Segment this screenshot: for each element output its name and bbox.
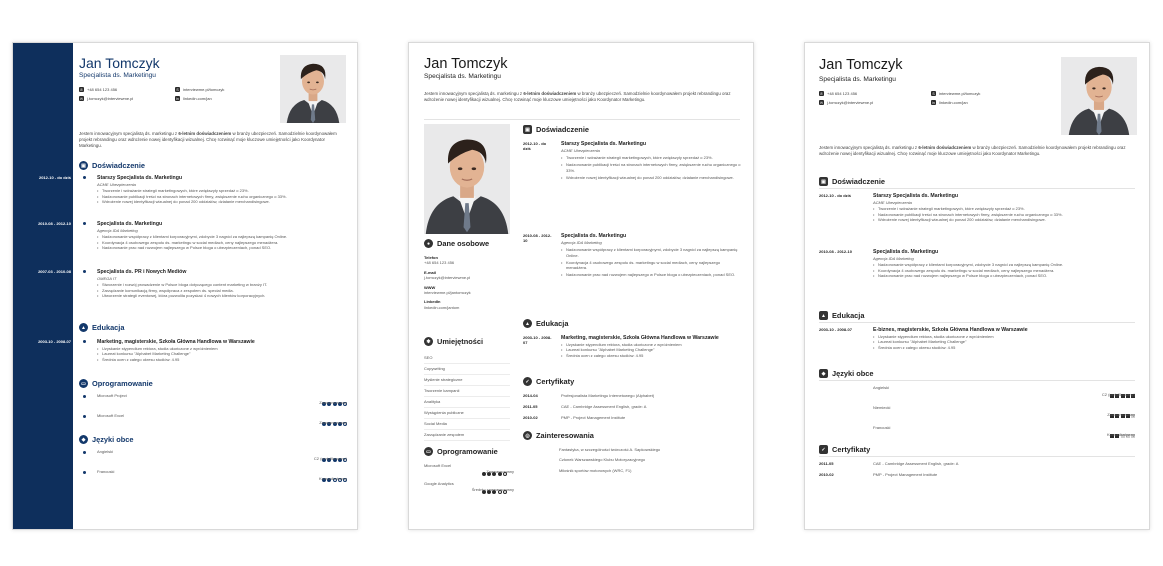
contact-email: ✉ j.tomczyk@interviewme.pl (80, 96, 134, 101)
skill-item (424, 386, 510, 397)
summary: Jestem innowacyjnym specjalistą ds. marketingu z 6-letnim doświadczeniem w branży ubezpieczeń. Samodzielnie koordynowałem projekt rebrandingu oraz wdrożenie nowej identyfikacji wizualnej. Chcę rozwinąć moje kluczowe umiejętności jako Koordynator Marketingu. (79, 131, 337, 148)
education-bullet: • Średnia ocen z całego okresu studiów: 4.95 (97, 357, 349, 362)
briefcase-icon: ▣ (523, 125, 532, 134)
certificate-name: Profesjonalista Marketingu Internetowego (Alphabet) (561, 393, 655, 398)
experience-bullet: • Tworzenie i wdrażanie strategii marketingowych, które zwiększyły sprzedaż o 23%. (561, 155, 741, 160)
timeline-dot (83, 451, 86, 454)
divider (819, 380, 1135, 381)
language-name: Niemiecki (873, 405, 891, 410)
education-bullet: • Uzyskanie stypendium rektora, studia ukończone z wyróżnieniem (561, 342, 741, 347)
experience-dates: 2012-10 - do dziś (819, 193, 852, 198)
experience-dates: 2007-03 - 2010-08 (38, 269, 71, 274)
contact-linkedin: in linkedin.com/jan (932, 100, 968, 105)
personal-value: linkedin.com/jantom (424, 304, 460, 310)
experience-dates: 2010-08 - 2012-10 (523, 233, 552, 244)
briefcase-icon: ▣ (819, 177, 828, 186)
experience-bullets (561, 247, 741, 277)
language-level: Komunikatywny (1106, 432, 1135, 437)
phone-icon: ✆ (80, 87, 83, 92)
experience-bullet: • Nadzorowanie współpracy z klientami korporacyjnymi, zdobycie 3 nagród za najlepszą kampanię Online. (561, 247, 741, 258)
skill-name: Myślenie strategiczne (424, 377, 463, 383)
experience-role: Specjalista ds. Marketingu (873, 249, 939, 255)
email-icon: ✉ (80, 96, 83, 101)
skill-item (424, 397, 510, 408)
resume-template-modern[interactable] (804, 42, 1150, 530)
certificate-icon: ✓ (523, 377, 532, 386)
resume-name: Jan Tomczyk (79, 55, 160, 71)
phone-icon: ✆ (820, 91, 823, 96)
monitor-icon: ▭ (424, 447, 433, 456)
education-bullet: • Laureat konkursu "Alphabet Marketing Challenge" (873, 339, 1137, 344)
language-level: Zaawansowany (1107, 412, 1135, 417)
timeline-dot (83, 270, 86, 273)
certificates-list (819, 461, 1139, 483)
education-bullet: • Laureat konkursu "Alphabet Marketing Challenge" (97, 351, 349, 356)
experience-bullet: • Wdrożenie nowej identyfikacji wizualnej do ponad 200 oddziałów, działanie merchandisingowe. (873, 217, 1137, 222)
experience-bullet: • Tworzenie i wdrażanie strategii marketingowych, które zwiększyły sprzedaż o 23%. (873, 206, 1137, 211)
briefcase-icon: ▣ (79, 161, 88, 170)
section-experience-heading: ▣ Doświadczenie (523, 125, 589, 134)
certificates-list (523, 393, 743, 426)
education-bullets (561, 342, 741, 358)
timeline-dot (83, 176, 86, 179)
level-row (13, 393, 353, 411)
experience-dates: 2012-10 - do dziś (523, 141, 547, 152)
education-bullets (97, 346, 349, 362)
certificate-date: 2011-05 (819, 461, 834, 466)
certificate-item (523, 404, 743, 415)
email-icon: ✉ (820, 100, 823, 105)
experience-bullet: • Stworzenie i rozwój prowadzenie w Polsce bloga dotyczącego content marketing w branży IT. (97, 282, 349, 287)
section-interests-heading: ◎ Zainteresowania (523, 431, 594, 440)
skills-list (424, 353, 510, 441)
education-dates: 2003-10 - 2008-07 (819, 327, 852, 332)
resume-template-navy[interactable] (12, 42, 358, 530)
experience-bullet: • Nadzorowanie prac nad rozwojem najlepszego w Polsce bloga o ubezpieczeniach, ponad SEO. (561, 272, 741, 277)
interests-list (559, 447, 739, 478)
contact-skype: S interviewme.pl/tomczyk (176, 87, 225, 92)
skill-item (424, 364, 510, 375)
experience-role: Specjalista ds. Marketingu (97, 221, 163, 227)
languages-list (819, 383, 1139, 443)
experience-bullet: • Koordynacja 4 osobowego zespołu ds. marketingu w social mediach, ceny najlepszego menadżera. (561, 260, 741, 271)
certificate-icon: ✓ (819, 445, 828, 454)
education-bullet: • Średnia ocen z całego okresu studiów: 4.95 (873, 345, 1137, 350)
education-degree: Marketing, magisterskie, Szkoła Główna Handlowa w Warszawie (561, 335, 719, 341)
level-row (13, 469, 353, 487)
personal-label: Telefon (424, 255, 438, 260)
experience-dates: 2010-08 - 2012-10 (819, 249, 852, 254)
summary: Jestem innowacyjnym specjalistą ds. marketingu z 6-letnim doświadczeniem w branży ubezpieczeń. Samodzielnie koordynowałem projekt rebrandingu oraz wdrożenie nowej identyfikacji wizualnej. Chcę rozwinąć moje kluczowe umiejętności jako Koordynator Marketingu. (424, 91, 731, 102)
certificate-date: 2010-02 (819, 472, 834, 477)
linkedin-icon: in (176, 96, 179, 101)
section-skills-heading: ✱ Umiejętności (424, 337, 483, 346)
language-item (819, 403, 1139, 423)
divider (424, 119, 740, 120)
skill-name: SEO (424, 355, 433, 361)
graduation-cap-icon: ▲ (819, 311, 828, 320)
resume-job-title: Specjalista ds. Marketingu (819, 76, 896, 83)
certificate-date: 2010-02 (523, 415, 538, 420)
section-languages-heading: ◆ Języki obce (819, 369, 874, 378)
personal-label: LinkedIn (424, 299, 441, 305)
software-item (424, 481, 514, 499)
certificate-item (819, 472, 1139, 483)
section-software-heading: ▭ Oprogramowanie (79, 379, 153, 388)
experience-bullet: • Nadzorowanie publikacji treści na stronach internetowych firmy, zwiększenie ruchu organicznego o 33%. (97, 194, 349, 199)
education-bullets (873, 334, 1137, 350)
personal-value: interviewme.pl/jantomczyk (424, 289, 471, 295)
certificate-date: 2014-04 (523, 393, 538, 398)
interest-item: Członek Warszawskiego Klubu Motoryzacyjnego (559, 457, 646, 463)
timeline-dot (83, 471, 86, 474)
skill-name: Copywriting (424, 366, 445, 372)
section-languages-heading: ◆ Języki obce (79, 435, 134, 444)
level-label: Zaawansowany (319, 400, 347, 405)
timeline-dot (83, 340, 86, 343)
certificate-item (523, 393, 743, 404)
experience-bullet: • Tworzenie i wdrażanie strategii marketingowych, które zwiększyły sprzedaż o 23%. (97, 188, 349, 193)
contact-email: ✉ j.tomczyk@interviewme.pl (820, 100, 874, 105)
experience-role: Specjalista ds. PR i Nowych Mediów (97, 269, 187, 275)
profile-photo (1061, 57, 1137, 135)
software-name: Google Analytics (424, 481, 454, 486)
skill-item (424, 353, 510, 364)
section-certificates-heading: ✓ Certyfikaty (819, 445, 870, 454)
experience-company: ACME Ubezpieczenia (873, 200, 912, 205)
graduation-cap-icon: ▲ (79, 323, 88, 332)
language-name: Francuski (873, 425, 891, 430)
globe-icon: ◎ (523, 431, 532, 440)
software-level: Zaawansowany (486, 469, 514, 474)
experience-dates: 2012-10 - do dziś (38, 175, 71, 180)
timeline-dot (83, 222, 86, 225)
contact-linkedin: in linkedin.com/jan (176, 96, 212, 101)
education-dates: 2003-10 - 2008-07 (523, 335, 552, 346)
skill-name: Social Media (424, 421, 447, 427)
language-item (819, 423, 1139, 443)
language-level: C2 (certyfikowany) (1101, 392, 1135, 397)
experience-bullets (561, 155, 741, 180)
skill-name: Tworzenie kampanii (424, 388, 460, 394)
skill-name: Wystąpienia publiczne (424, 410, 464, 416)
experience-company: Agencja IDA Marketing (97, 228, 138, 233)
linkedin-icon: in (932, 100, 935, 105)
certificate-item (523, 415, 743, 426)
experience-bullet: • Nadzorowanie publikacji treści na stronach internetowych firmy, zwiększenie ruchu organicznego o 33%. (873, 212, 1137, 217)
skype-icon: S (932, 91, 935, 96)
resume-template-classic[interactable] (408, 42, 754, 530)
software-level: Średnio zaawansowany (471, 487, 514, 492)
timeline-dot (83, 395, 86, 398)
resume-name: Jan Tomczyk (819, 57, 903, 73)
timeline-dot (83, 415, 86, 418)
section-software-heading: ▭ Oprogramowanie (424, 447, 498, 456)
experience-bullets (97, 188, 349, 204)
experience-dates: 2010-08 - 2012-10 (38, 221, 71, 226)
education-degree: E-biznes, magisterskie, Szkoła Główna Handlowa w Warszawie (873, 327, 1028, 333)
experience-bullet: • Utworzenie strategii eventowej, która pozwoliła pozyskać 4 nowych klientów korporacyjnych. (97, 293, 349, 298)
level-name: Microsoft Excel (97, 413, 125, 418)
experience-bullet: • Wdrożenie nowej identyfikacji wizualnej do ponad 200 oddziałów, działanie merchandisingowe. (97, 199, 349, 204)
section-personal-heading: ● Dane osobowe (424, 239, 489, 248)
section-education-heading: ▲ Edukacja (79, 323, 124, 332)
education-dates: 2003-10 - 2008-07 (38, 339, 71, 344)
contact-skype: S interviewme.pl/tomczyk (932, 91, 981, 96)
skill-item (424, 408, 510, 419)
interest-item: Fantastyka, w szczególności twórczość A. Sapkowskiego (559, 447, 661, 452)
level-name: Angielski (97, 449, 114, 454)
experience-bullets (873, 206, 1137, 222)
experience-company: ACME Ubezpieczenia (561, 148, 600, 153)
experience-bullet: • Nadzorowanie współpracy z klientami korporacyjnymi, zdobycie 3 nagród za najlepszą kampanię Online. (873, 262, 1137, 267)
education-bullet: • Uzyskanie stypendium rektora, studia ukończone z wyróżnieniem (873, 334, 1137, 339)
education-bullet: • Uzyskanie stypendium rektora, studia ukończone z wyróżnieniem (97, 346, 349, 351)
level-label: C2 (certyfikowany) (313, 456, 347, 461)
language-item (819, 383, 1139, 403)
contact-phone: ✆ +48 654 123 456 (820, 91, 858, 96)
certificate-name: PMP - Project Management Institute (561, 415, 626, 420)
education-bullet: • Średnia ocen z całego okresu studiów: 4.95 (561, 353, 741, 358)
resume-job-title: Specjalista ds. Marketingu (79, 72, 156, 79)
experience-bullet: • Koordynacja 4 osobowego zespołu ds. marketingu w social mediach, ceny najlepszego menadżera. (873, 268, 1137, 273)
experience-bullet: • Koordynacja 4 osobowego zespołu ds. marketingu w social mediach, ceny najlepszego menadżera. (97, 240, 349, 245)
level-label: Zaawansowany (319, 420, 347, 425)
certificate-item (819, 461, 1139, 472)
skype-icon: S (176, 87, 179, 92)
monitor-icon: ▭ (79, 379, 88, 388)
experience-bullet: • Nadzorowanie prac nad rozwojem najlepszego w Polsce bloga o ubezpieczeniach, ponad SEO. (873, 273, 1137, 278)
summary: Jestem innowacyjnym specjalistą ds. marketingu z 6-letnim doświadczeniem w branży ubezpieczeń. Samodzielnie koordynowałem projekt rebrandingu oraz wdrożenie nowej identyfikacji wizualnej. Chcę rozwinąć moje kluczowe umiejętności jako Koordynator Marketingu. (819, 145, 1126, 156)
experience-bullet: • Wdrożenie nowej identyfikacji wizualnej do ponad 200 oddziałów, działanie merchandisingowe. (561, 175, 741, 180)
personal-item (424, 270, 514, 281)
experience-bullets (97, 282, 349, 298)
education-bullet: • Laureat konkursu "Alphabet Marketing Challenge" (561, 347, 741, 352)
chat-icon: ◆ (819, 369, 828, 378)
section-experience-heading: ▣ Doświadczenie (819, 177, 885, 186)
certificate-name: CAE - Cambridge Assessment English, grade: A (873, 461, 959, 466)
experience-role: Starszy Specjalista ds. Marketingu (873, 193, 959, 199)
experience-bullet: • Nadzorowanie publikacji treści na stronach internetowych firmy, zwiększenie ruchu organicznego o 33%. (561, 162, 741, 173)
software-list (424, 463, 514, 499)
personal-label: WWW (424, 284, 436, 290)
personal-item (424, 255, 514, 266)
resume-job-title: Specjalista ds. Marketingu (424, 73, 501, 80)
contact-phone: ✆ +48 654 123 456 (80, 87, 118, 92)
experience-bullet: • Nadzorowanie współpracy z klientami korporacyjnymi, zdobycie 3 nagród za najlepszą kampanię Online. (97, 234, 349, 239)
level-name: Microsoft Project (97, 393, 127, 398)
profile-photo (424, 124, 510, 234)
level-label: Komunikatywny (318, 476, 347, 481)
skill-item (424, 375, 510, 386)
divider (819, 322, 1135, 323)
certificate-name: PMP - Project Management Institute (873, 472, 938, 477)
experience-bullet: • Nadzorowanie prac nad rozwojem najlepszego w Polsce bloga o ubezpieczeniach, ponad SEO. (97, 245, 349, 250)
certificate-name: CAE - Cambridge Assessment English, grade: A (561, 404, 647, 409)
experience-bullets (873, 262, 1137, 278)
experience-role: Starszy Specjalista ds. Marketingu (561, 141, 647, 147)
software-item (424, 463, 514, 481)
divider (819, 188, 1135, 189)
experience-company: Agencja IDA Marketing (561, 240, 602, 245)
skill-name: Analityka (424, 399, 441, 405)
software-name: Microsoft Excel (424, 463, 452, 468)
section-education-heading: ▲ Edukacja (523, 319, 568, 328)
skill-item (424, 419, 510, 430)
certificate-date: 2011-05 (523, 404, 538, 409)
resume-name: Jan Tomczyk (424, 56, 508, 72)
chat-icon: ◆ (79, 435, 88, 444)
experience-company: Agencja IDA Marketing (873, 256, 914, 261)
divider (819, 456, 1135, 457)
skill-name: Zarządzanie zespołem (424, 432, 465, 438)
section-education-heading: ▲ Edukacja (819, 311, 864, 320)
experience-company: OMEGA IT (97, 276, 117, 281)
experience-company: ACME Ubezpieczenia (97, 182, 136, 187)
user-icon: ● (424, 239, 433, 248)
level-name: Francuski (97, 469, 115, 474)
section-certificates-heading: ✓ Certyfikaty (523, 377, 574, 386)
education-degree: Marketing, magisterskie, Szkoła Główna Handlowa w Warszawie (97, 339, 255, 345)
interest-item: Miłośnik sportów motorowych (WRC, F1) (559, 467, 632, 473)
graduation-cap-icon: ▲ (523, 319, 532, 328)
personal-item (424, 299, 514, 310)
section-experience-heading: ▣ Doświadczenie (79, 161, 145, 170)
language-name: Angielski (873, 385, 890, 390)
personal-label: E-mail (424, 269, 437, 275)
experience-role: Starszy Specjalista ds. Marketingu (97, 175, 183, 181)
experience-role: Specjalista ds. Marketingu (561, 233, 627, 239)
gears-icon: ✱ (424, 337, 433, 346)
personal-info-list (424, 255, 514, 314)
skill-item (424, 430, 510, 441)
profile-photo (280, 55, 346, 123)
level-row (13, 413, 353, 431)
personal-value: +48 654 123 456 (424, 260, 455, 266)
experience-bullets (97, 234, 349, 250)
experience-bullet: • Zarządzanie komunikacją firmy, współpraca z zespołem ds. special media. (97, 288, 349, 293)
personal-item (424, 285, 514, 296)
level-row (13, 449, 353, 467)
personal-value: j.tomczyk@interviewme.pl (424, 275, 471, 281)
